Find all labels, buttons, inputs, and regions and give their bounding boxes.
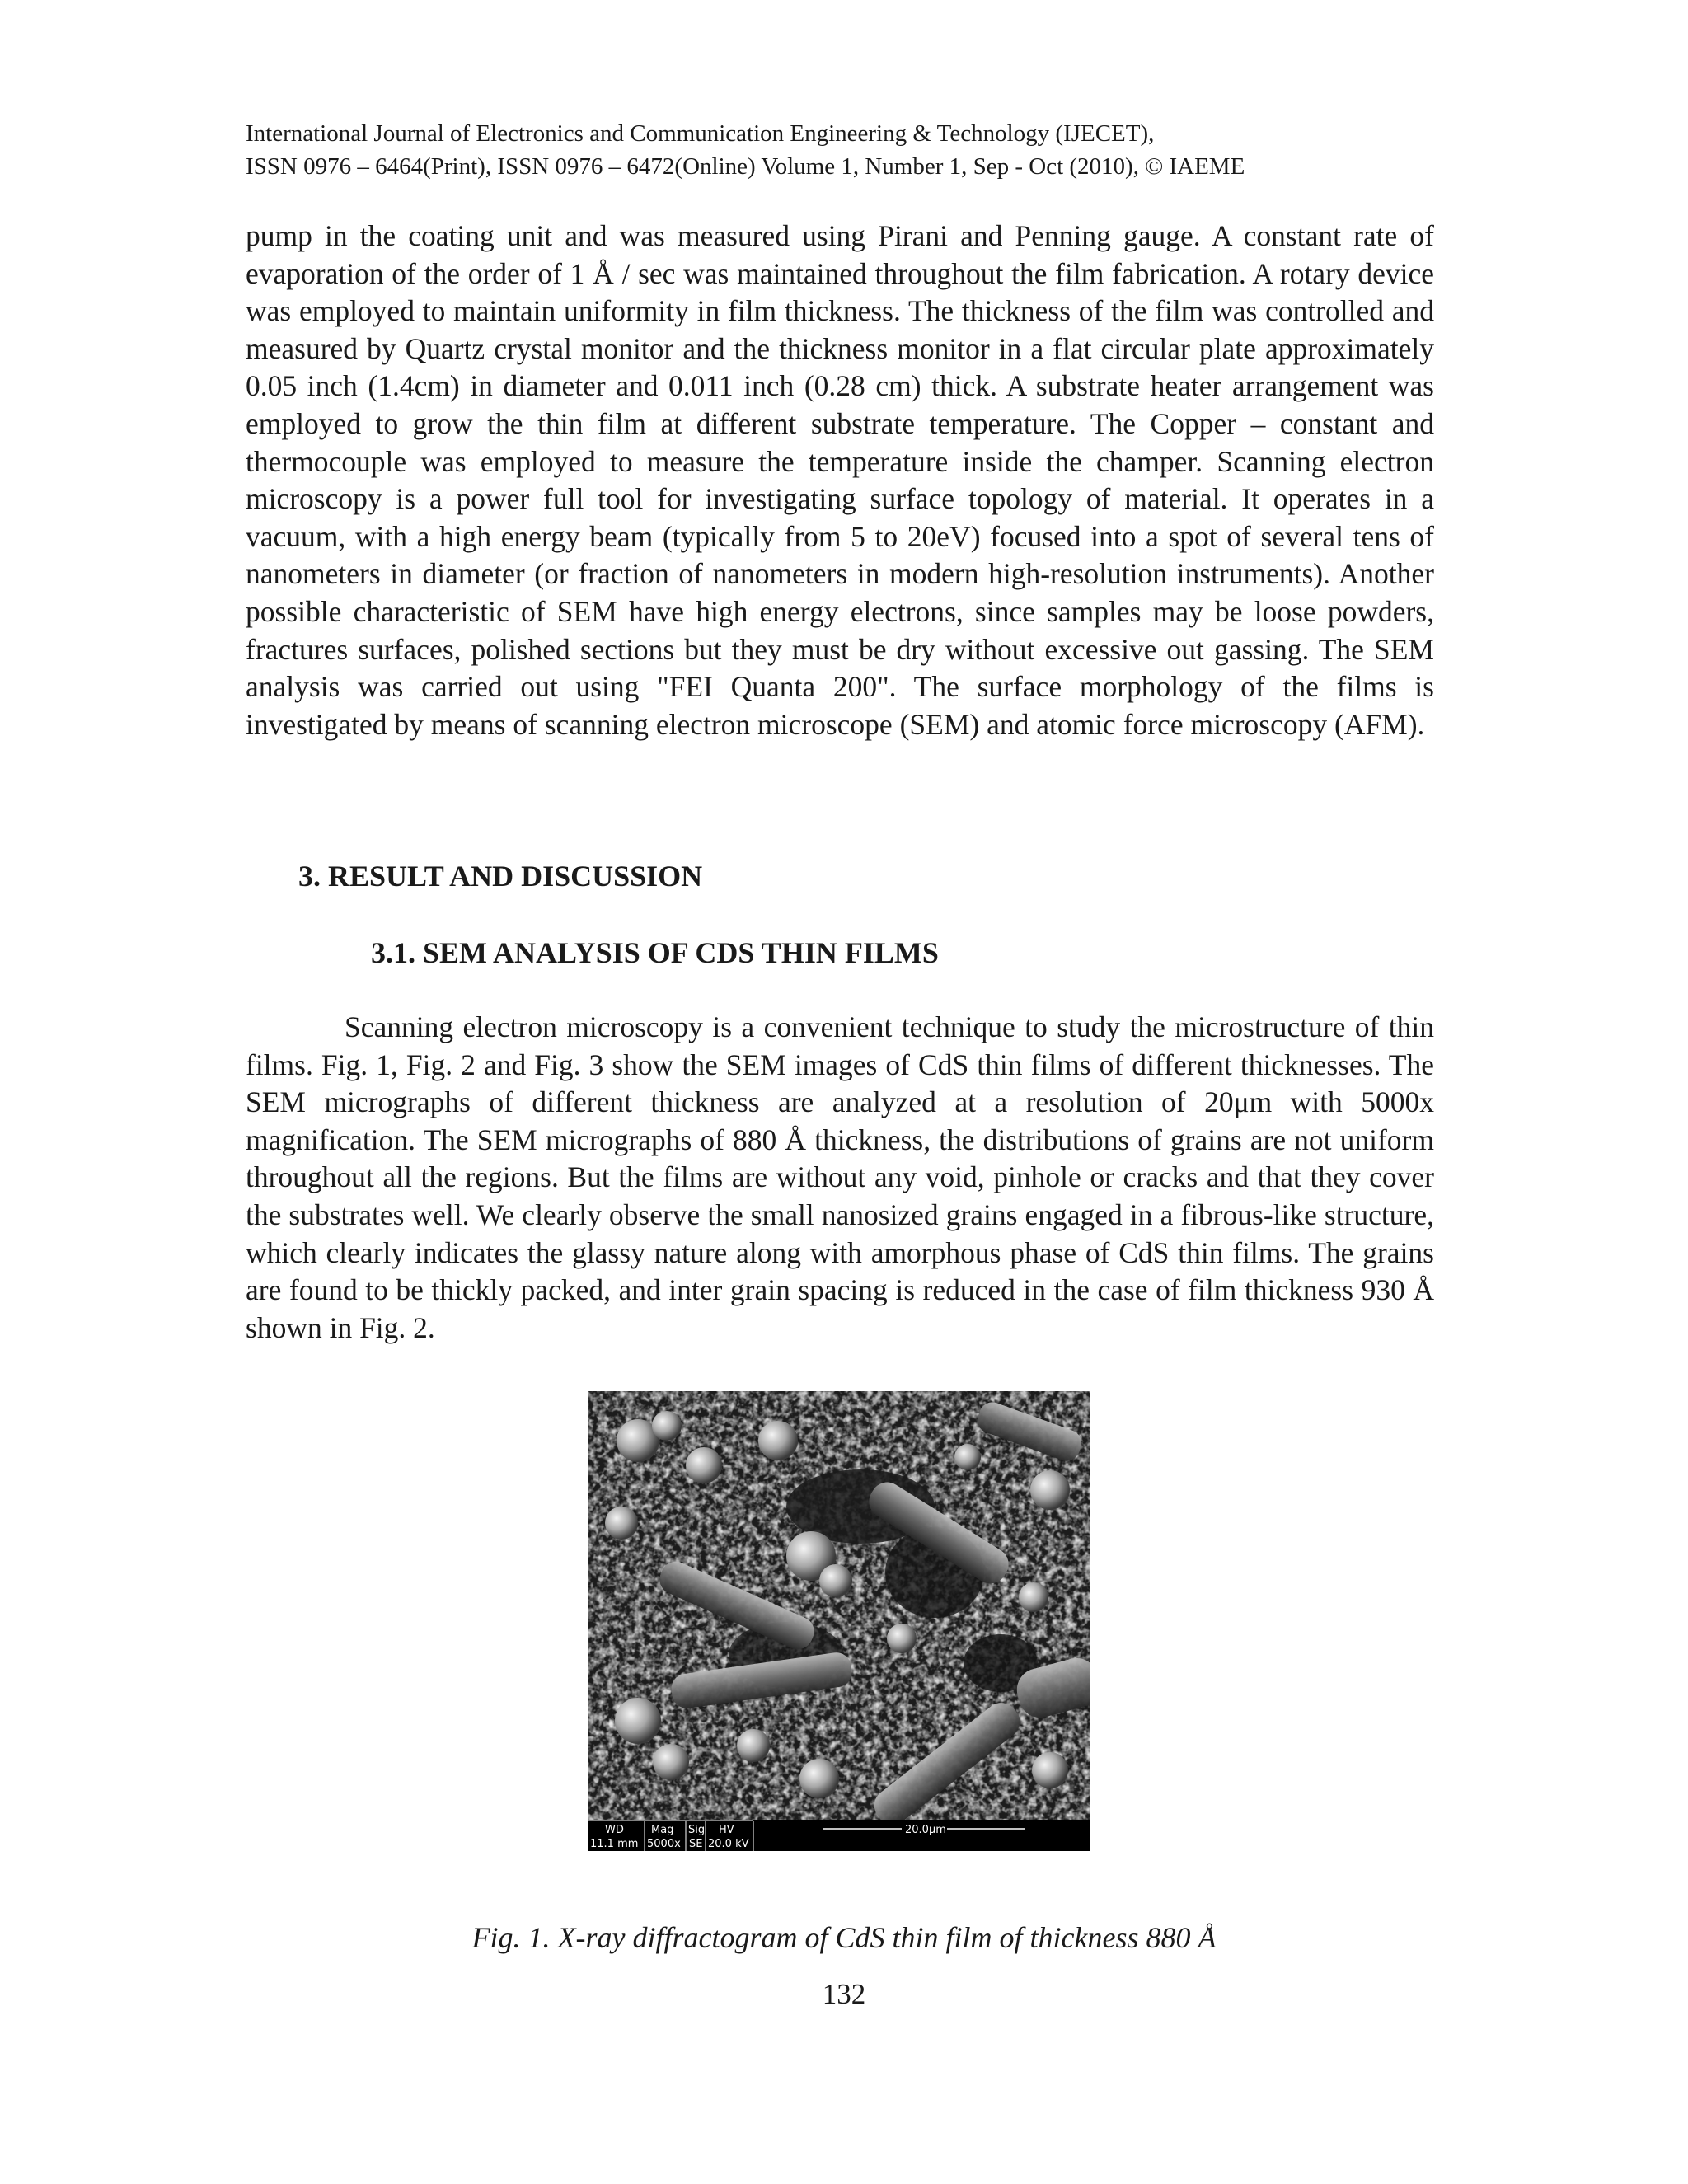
journal-header-line2: ISSN 0976 – 6464(Print), ISSN 0976 – 6472(Online) Volume 1, Number 1, Sep - Oct (2010), © IAEME: [246, 153, 1245, 180]
body-paragraph-methods: pump in the coating unit and was measured using Pirani and Penning gauge. A constant rate of evaporation of the order of 1 Å / sec was maintained throughout the film fabrication. A rotary device was employed to maintain uniformity in film thickness. The thickness of the film was controlled and measured by Quartz crystal monitor and the thickness monitor in a flat circular plate approximately 0.05 inch (1.4cm) in diameter and 0.011 inch (0.28 cm) thick. A substrate heater arrangement was employed to grow the thin film at different substrate temperature. The Copper – constant and thermocouple was employed to measure the temperature inside the champer. Scanning electron microscopy is a power full tool for investigating surface topology of material. It operates in a vacuum, with a high energy beam (typically from 5 to 20eV) focused into a spot of several tens of nanometers in diameter (or fraction of nanometers in modern high-resolution instruments). Another possible characteristic of SEM have high energy electrons, since samples may be loose powders, fractures surfaces, polished sections but they must be dry without excessive out gassing. The SEM analysis was carried out using "FEI Quanta 200". The surface morphology of the films is investigated by means of scanning electron microscope (SEM) and atomic force microscopy (AFM).: [246, 219, 1434, 741]
sem-wd-label: WD: [605, 1824, 624, 1836]
journal-header: [246, 117, 1441, 183]
page-number: 132: [822, 1978, 866, 2010]
journal-header-line1: International Journal of Electronics and Communication Engineering & Technology (IJECET),: [246, 120, 1155, 147]
sem-mag-label: Mag: [651, 1824, 674, 1836]
sem-hv-value: 20.0 kV: [708, 1838, 749, 1850]
section-heading: 3. RESULT AND DISCUSSION: [298, 860, 703, 893]
sem-mag-value: 5000x: [647, 1838, 681, 1850]
subsection-heading: 3.1. SEM ANALYSIS OF CDS THIN FILMS: [371, 936, 939, 969]
sem-sig-value: SE: [689, 1838, 703, 1850]
sem-micrograph: [588, 1391, 1090, 1851]
sem-micrograph-image: [588, 1391, 1090, 1851]
sem-hv-label: HV: [719, 1824, 734, 1836]
body-paragraph-sem: Scanning electron microscopy is a convenient technique to study the microstructure of thin films. Fig. 1, Fig. 2 and Fig. 3 show the SEM images of CdS thin films of different thicknesses. The SEM micrographs of different thickness are analyzed at a resolution of 20μm with 5000x magnification. The SEM micrographs of 880 Å thickness, the distributions of grains are not uniform throughout all the regions. But the films are without any void, pinhole or cracks and that they cover the substrates well. We clearly observe the small nanosized grains engaged in a fibrous-like structure, which clearly indicates the glassy nature along with amorphous phase of CdS thin films. The grains are found to be thickly packed, and inter grain spacing is reduced in the case of film thickness 930 Å shown in Fig. 2.: [246, 1010, 1434, 1344]
figure-caption: Fig. 1. X-ray diffractogram of CdS thin film of thickness 880 Å: [471, 1921, 1217, 1954]
sem-sig-label: Sig: [688, 1824, 706, 1836]
sem-scale-label: 20.0μm: [905, 1824, 946, 1836]
sem-wd-value: 11.1 mm: [590, 1838, 639, 1850]
